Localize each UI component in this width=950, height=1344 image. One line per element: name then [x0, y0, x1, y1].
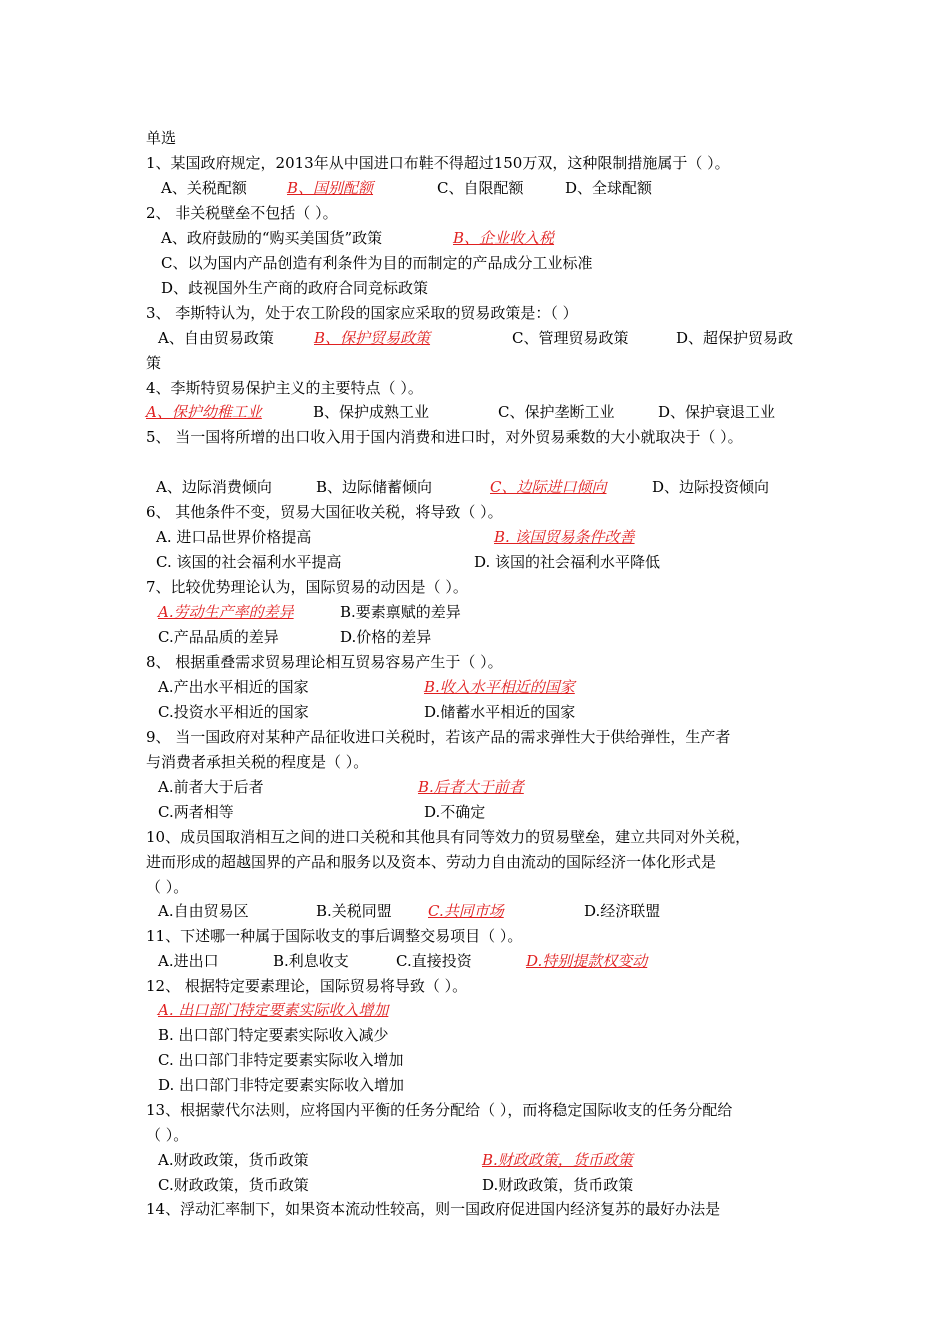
q3-option-d-wrap: 策: [146, 354, 162, 372]
question-3-stem: 3、 李斯特认为，处于农工阶段的国家应采取的贸易政策是：（ ）: [146, 304, 578, 322]
q12-option-d: D. 出口部门非特定要素实际收入增加: [158, 1076, 405, 1094]
q1-option-c: C、自限配额: [437, 179, 524, 197]
q7-option-b: B.要素禀赋的差异: [340, 603, 461, 621]
q3-option-a: A、自由贸易政策: [158, 329, 274, 347]
q13-option-a: A.财政政策，货币政策: [158, 1151, 309, 1169]
q10-option-d: D.经济联盟: [584, 902, 661, 920]
q13-option-c: C.财政政策，货币政策: [158, 1176, 309, 1194]
q9-option-c: C.两者相等: [158, 803, 234, 821]
q10-option-c-answer: C.共同市场: [428, 902, 504, 920]
question-11-stem: 11、下述哪一种属于国际收支的事后调整交易项目（ ）。: [146, 927, 523, 945]
q2-option-c: C、以为国内产品创造有利条件为目的而制定的产品成分工业标准: [161, 254, 593, 272]
q7-option-a-answer: A.劳动生产率的差异: [158, 603, 294, 621]
question-5-stem: 5、 当一国将所增的出口收入用于国内消费和进口时，对外贸易乘数的大小就取决于（ ）。: [146, 428, 743, 446]
q12-option-b: B. 出口部门特定要素实际收入减少: [158, 1026, 389, 1044]
q4-option-b: B、保护成熟工业: [313, 403, 430, 421]
question-2-stem: 2、 非关税壁垒不包括（ ）。: [146, 204, 338, 222]
question-10-stem: 10、成员国取消相互之间的进口关税和其他具有同等效力的贸易壁垒，建立共同对外关税，: [146, 828, 751, 846]
q5-option-c-answer: C、边际进口倾向: [490, 478, 607, 496]
question-1-stem: 1、某国政府规定，2013年从中国进口布鞋不得超过150万双，这种限制措施属于（ ）。: [146, 154, 730, 172]
question-6-stem: 6、 其他条件不变，贸易大国征收关税，将导致（ ）。: [146, 503, 503, 521]
q6-option-d: D. 该国的社会福利水平降低: [474, 553, 661, 571]
question-9-stem: 9、 当一国政府对某种产品征收进口关税时，若该产品的需求弹性大于供给弹性，生产者: [146, 728, 731, 746]
q8-option-d: D.储蓄水平相近的国家: [424, 703, 576, 721]
q7-option-d: D.价格的差异: [340, 628, 432, 646]
q8-option-a: A.产出水平相近的国家: [158, 678, 309, 696]
q6-option-a: A. 进口品世界价格提高: [156, 528, 312, 546]
q6-option-b-answer: B. 该国贸易条件改善: [494, 528, 635, 546]
question-10-stem-line3: （ ）。: [146, 878, 189, 896]
question-4-stem: 4、李斯特贸易保护主义的主要特点（ ）。: [146, 379, 423, 397]
question-14-stem: 14、浮动汇率制下，如果资本流动性较高，则一国政府促进国内经济复苏的最好办法是: [146, 1200, 721, 1218]
q11-option-b: B.利息收支: [273, 952, 349, 970]
question-7-stem: 7、比较优势理论认为，国际贸易的动因是（ ）。: [146, 578, 468, 596]
q11-option-c: C.直接投资: [396, 952, 472, 970]
question-12-stem: 12、 根据特定要素理论，国际贸易将导致（ ）。: [146, 977, 468, 995]
section-heading: 单选: [146, 129, 177, 147]
q2-option-a: A、政府鼓励的“购买美国货”政策: [161, 229, 383, 247]
q10-option-a: A.自由贸易区: [158, 902, 249, 920]
q8-option-b-answer: B.收入水平相近的国家: [424, 678, 575, 696]
q6-option-c: C. 该国的社会福利水平提高: [156, 553, 342, 571]
q10-option-b: B.关税同盟: [316, 902, 392, 920]
q4-option-c: C、保护垄断工业: [498, 403, 615, 421]
q5-option-d: D、边际投资倾向: [652, 478, 770, 496]
q2-option-d: D、歧视国外生产商的政府合同竞标政策: [161, 279, 429, 297]
q9-option-a: A.前者大于后者: [158, 778, 264, 796]
q11-option-d-answer: D.特别提款权变动: [526, 952, 648, 970]
q13-option-b-answer: B.财政政策，货币政策: [482, 1151, 633, 1169]
q5-option-a: A、边际消费倾向: [156, 478, 272, 496]
q3-option-b-answer: B、保护贸易政策: [314, 329, 431, 347]
q9-option-d: D.不确定: [424, 803, 486, 821]
q3-option-d: D、超保护贸易政: [676, 329, 794, 347]
question-8-stem: 8、 根据重叠需求贸易理论相互贸易容易产生于（ ）。: [146, 653, 503, 671]
q4-option-a-answer: A、保护幼稚工业: [146, 403, 262, 421]
q2-option-b-answer: B、企业收入税: [453, 229, 555, 247]
q12-option-a-answer: A. 出口部门特定要素实际收入增加: [158, 1001, 389, 1019]
q8-option-c: C.投资水平相近的国家: [158, 703, 309, 721]
q1-option-b-answer: B、国别配额: [287, 179, 374, 197]
q3-option-c: C、管理贸易政策: [512, 329, 629, 347]
q1-option-a: A、关税配额: [161, 179, 247, 197]
q5-option-b: B、边际储蓄倾向: [316, 478, 433, 496]
q12-option-c: C. 出口部门非特定要素实际收入增加: [158, 1051, 404, 1069]
question-13-stem: 13、根据蒙代尔法则，应将国内平衡的任务分配给（ ），而将稳定国际收支的任务分配给: [146, 1101, 733, 1119]
question-13-stem-line2: （ ）。: [146, 1126, 189, 1144]
q11-option-a: A.进出口: [158, 952, 219, 970]
question-9-stem-line2: 与消费者承担关税的程度是（ ）。: [146, 753, 369, 771]
q7-option-c: C.产品品质的差异: [158, 628, 279, 646]
q13-option-d: D.财政政策，货币政策: [482, 1176, 634, 1194]
question-10-stem-line2: 进而形成的超越国界的产品和服务以及资本、劳动力自由流动的国际经济一体化形式是: [146, 853, 717, 871]
q1-option-d: D、全球配额: [565, 179, 653, 197]
q9-option-b-answer: B.后者大于前者: [418, 778, 524, 796]
q4-option-d: D、保护衰退工业: [658, 403, 776, 421]
